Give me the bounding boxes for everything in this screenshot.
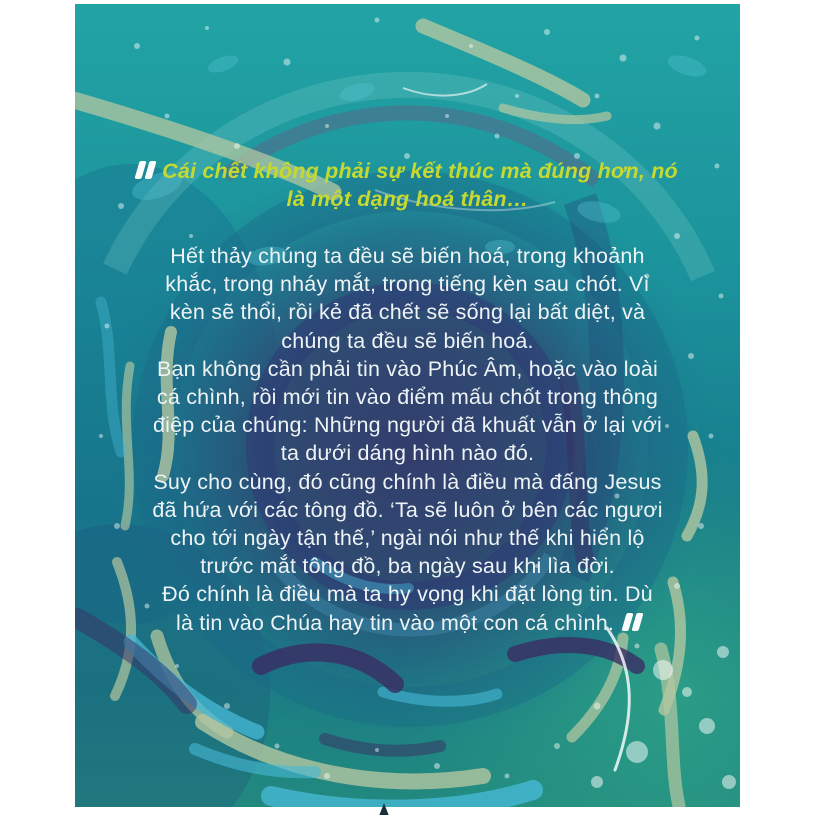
body-text-line: Suy cho cùng, đó cũng chính là điều mà đấng Jesus [153,469,662,494]
bottom-center-mark [379,803,389,815]
ocean-whirlpool-artwork [75,4,740,807]
body-text-line: Bạn không cần phải tin vào Phúc Âm, hoặc vào loài [156,356,659,381]
body-text-line: trước mắt tông đồ, ba ngày sau khi lìa đời. [200,554,615,579]
body-text-line [75,609,740,637]
body-text-line: chúng ta đều sẽ biến hoá. [281,328,534,353]
body-text-line: Đó chính là điều mà ta hy vọng khi đặt lòng tin. Dù [162,582,653,607]
quote-body [75,242,740,637]
pull-quote [75,157,740,213]
body-text-line: cho tới ngày tận thế,’ ngài nói như thế khi hiển lộ [170,526,645,551]
quote-line [75,157,740,185]
quote-line [75,185,740,213]
body-text-line: kèn sẽ thổi, rồi kẻ đã chết sẽ sống lại bất diệt, và [169,300,646,325]
closing-quote-icon [621,613,633,631]
quote-line-text: là một dạng hoá thân… [286,187,529,212]
body-text-line: ta dưới dáng hình nào đó. [280,441,535,466]
body-text-line: khắc, trong nháy mắt, trong tiếng kèn sau chót. Vì [165,272,650,297]
body-text-line-text: là tin vào Chúa hay tin vào một con cá chình. [175,610,615,635]
body-text-line: Hết thảy chúng ta đều sẽ biến hoá, trong khoảnh [170,244,645,268]
body-text-line: điệp của chúng: Những người đã khuất vẫn ở lại với [153,413,662,438]
opening-quote-icon [135,161,147,179]
quote-line-text: Cái chết không phải sự kết thúc mà đúng hơn, nó [162,159,678,183]
body-text-line: đã hứa với các tông đồ. ‘Ta sẽ luôn ở bên các ngươi [152,497,663,522]
body-text-line: cá chình, rồi mới tin vào điểm mấu chốt trong thông [156,385,659,410]
